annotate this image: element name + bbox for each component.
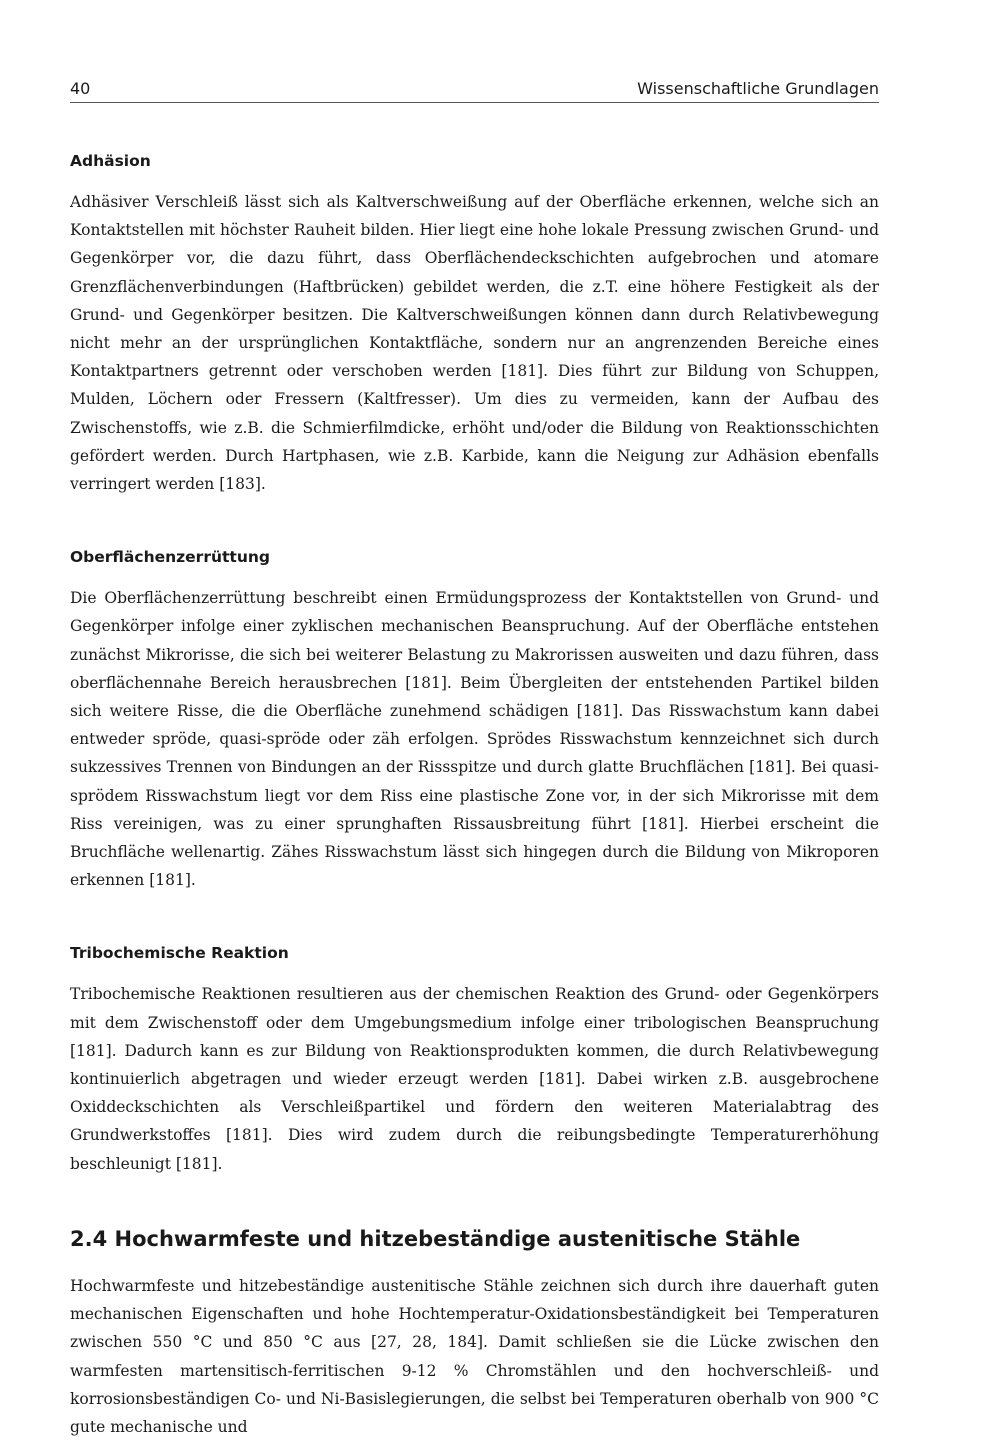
- paragraph: Adhäsiver Verschleiß lässt sich als Kaltverschweißung auf der Oberfläche erkennen, welche sich an Kontaktstellen mit höchster Rauheit bilden. Hier liegt eine hohe lokale Pressung zwischen Grund- und Gegenkörper vor, die dazu führt, dass Oberflächendeckschichten aufgebrochen und atomare Grenzflächenverbindungen (Haftbrücken) gebildet werden, die z.T. eine höhere Festigkeit als der Grund- und Gegenkörper besitzen. Die Kaltverschweißungen können dann durch Relativbewegung nicht mehr an der ursprünglichen Kontaktfläche, sondern nur an angrenzenden Bereiche eines Kontaktpartners getrennt oder verschoben werden [181]. Dies führt zur Bildung von Schuppen, Mulden, Löchern oder Fressern (Kaltfresser). Um dies zu vermeiden, kann der Aufbau des Zwischenstoffs, wie z.B. die Schmierfilmdicke, erhöht und/oder die Bildung von Reaktionsschichten gefördert werden. Durch Hartphasen, wie z.B. Karbide, kann die Neigung zur Adhäsion ebenfalls verringert werden [183].: [70, 193, 879, 494]
- subsection-heading: Oberflächenzerrüttung: [70, 548, 270, 567]
- subsection-heading: Adhäsion: [70, 152, 151, 170]
- paragraph: Hochwarmfeste und hitzebeständige austenitische Stähle zeichnen sich durch ihre dauerhaft guten mechanischen Eigenschaften und hohe Hochtemperatur-Oxidationsbeständigkeit bei Temperaturen zwischen 550 °C und 850 °C aus [27, 28, 184]. Damit schließen sie die Lücke zwischen den warmfesten martensitisch-ferritischen 9-12 % Chromstählen und den hochverschleiß- und korrosionsbeständigen Co- und Ni-Basislegierungen, die selbst bei Temperaturen oberhalb von 900 °C gute mechanische und: [70, 1276, 879, 1436]
- page-content: [70, 150, 879, 1441]
- paragraph: Die Oberflächenzerrüttung beschreibt einen Ermüdungsprozess der Kontaktstellen von Grund- und Gegenkörper infolge einer zyklischen mechanischen Beanspruchung. Auf der Oberfläche entstehen zunächst Mikrorisse, die sich bei weiterer Belastung zu Makrorissen ausweiten und dazu führen, dass oberflächennahe Bereich herausbrechen [181]. Beim Übergleiten der entstehenden Partikel bilden sich weitere Risse, die die Oberfläche zunehmend schädigen [181]. Das Risswachstum kann dabei entweder spröde, quasi-spröde oder zäh erfolgen. Sprödes Risswachstum kennzeichnet sich durch sukzessives Trennen von Bindungen an der Rissspitze und durch glatte Bruchflächen [181]. Bei quasi-sprödem Risswachstum liegt vor dem Riss eine plastische Zone vor, in der sich Mikrorisse mit dem Riss vereinigen, was zu einer sprunghaften Rissausbreitung führt [181]. Hierbei erscheint die Bruchfläche wellenartig. Zähes Risswachstum lässt sich hingegen durch die Bildung von Mikroporen erkennen [181].: [70, 589, 879, 890]
- section-tribochemische-reaktion: [70, 942, 879, 1177]
- section-heading: 2.4 Hochwarmfeste und hitzebeständige austenitische Stähle: [70, 1226, 801, 1251]
- subsection-heading: Tribochemische Reaktion: [70, 944, 289, 963]
- page-number: 40: [70, 79, 91, 98]
- section-oberflaechenzerruettung: [70, 546, 879, 894]
- running-title: Wissenschaftliche Grundlagen: [637, 79, 879, 98]
- page-header: [70, 76, 879, 103]
- section-adhaesion: [70, 150, 879, 498]
- section-austenitische-staehle: [70, 1224, 879, 1441]
- paragraph: Tribochemische Reaktionen resultieren aus der chemischen Reaktion des Grund- oder Gegenkörpers mit dem Zwischenstoff oder dem Umgebungsmedium infolge einer tribologischen Beanspruchung [181]. Dadurch kann es zur Bildung von Reaktionsprodukten kommen, die durch Relativbewegung kontinuierlich abgetragen und wieder erzeugt werden [181]. Dabei wirken z.B. ausgebrochene Oxiddeckschichten als Verschleißpartikel und fördern den weiteren Materialabtrag des Grundwerkstoffes [181]. Dies wird zudem durch die reibungsbedingte Temperaturerhöhung beschleunigt [181].: [70, 985, 879, 1173]
